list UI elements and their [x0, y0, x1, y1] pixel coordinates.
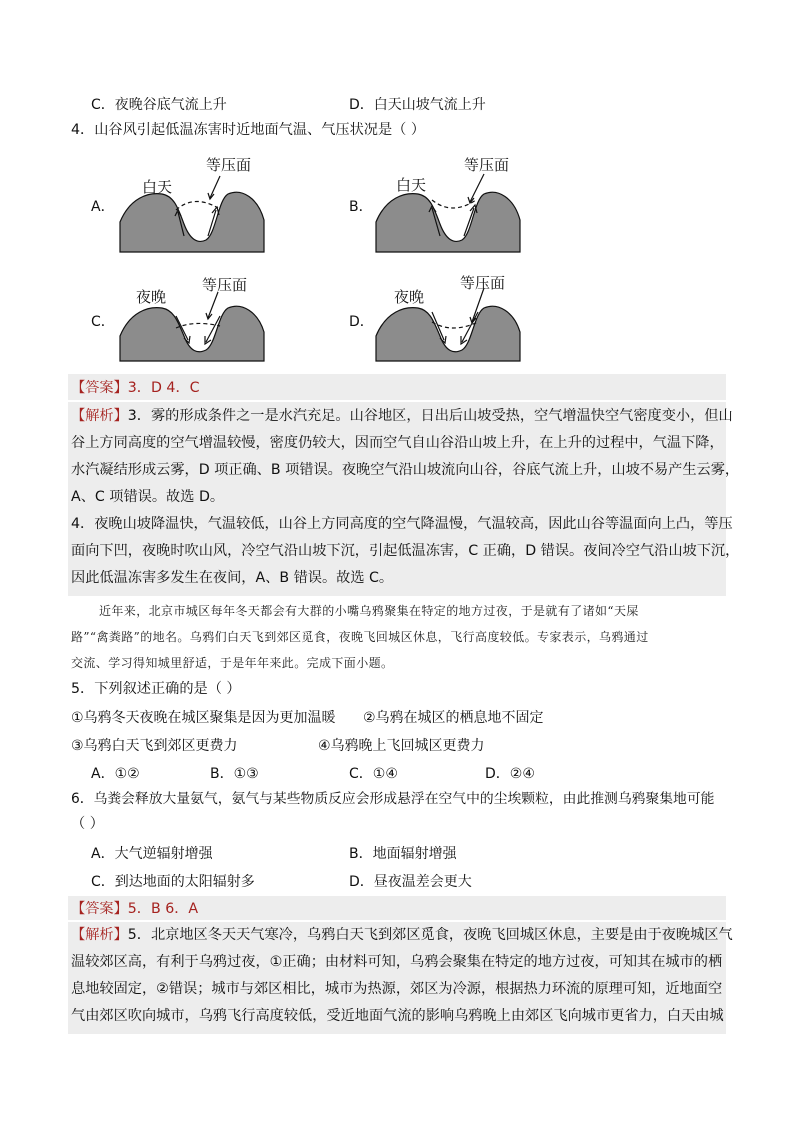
- passage-line-1: 路”“禽粪路”的地名。乌鸦们白天飞到郊区觅食，夜晚飞回城区休息，飞行高度较低。专家表示，乌鸦通过: [71, 630, 649, 644]
- q4-diagram-a: [120, 150, 268, 255]
- passage-line-2: 交流、学习得知城里舒适，于是年年来此。完成下面小题。: [71, 656, 394, 670]
- q5-stem: 5．下列叙述正确的是（ ）: [71, 681, 241, 697]
- isobar-label: 等压面: [464, 156, 510, 174]
- answer-line-2: [71, 899, 198, 919]
- analysis-1-line-4: 4．夜晚山坡降温快，气温较低，山谷上方同高度的空气降温慢，气温较高，因此山谷等温面向上凸，等压: [71, 516, 733, 532]
- isobar-label: 等压面: [460, 274, 506, 292]
- time-label: 白天: [142, 178, 173, 196]
- analysis-2-line-1: 温较郊区高，有利于乌鸦过夜，①正确；由材料可知，乌鸦会聚集在特定的地方过夜，可知其在城市的栖: [71, 954, 723, 970]
- analysis-2-line-2: 息地较固定，②错误；城市与郊区相比，城市为热源，郊区为冷源，根据热力环流的原理可知，近地面空: [71, 981, 723, 997]
- q4-diagram-c: [120, 266, 268, 364]
- isobar-pointer: [210, 176, 220, 198]
- q4-diagram-d: [376, 266, 524, 364]
- q5-statement-4: ④乌鸦晚上飞回城区更费力: [318, 738, 485, 754]
- q5-option-d: D．②④: [485, 766, 535, 782]
- analysis-label: 【解析】: [71, 408, 128, 424]
- analysis-label: 【解析】: [71, 927, 128, 943]
- q3-option-d: D．白天山坡气流上升: [349, 97, 486, 113]
- q6-option-d: D．昼夜温差会更大: [349, 874, 472, 890]
- isobar-label: 等压面: [206, 156, 252, 174]
- answer-line-1: [71, 378, 200, 398]
- q6-stem: 6．乌粪会释放大量氨气，氨气与某些物质反应会形成悬浮在空气中的尘埃颗粒，由此推测乌鸦聚集地可能: [71, 791, 715, 807]
- isobar-line: [176, 201, 218, 210]
- q5-statement-2: ②乌鸦在城区的栖息地不固定: [363, 710, 544, 726]
- analysis-1-line-6: 因此低温冻害多发生在夜间，A、B 错误。故选 C。: [71, 570, 394, 586]
- passage-line-0: 近年来，北京市城区每年冬天都会有大群的小嘴乌鸦聚集在特定的地方过夜，于是就有了诸如“天屎: [99, 604, 639, 618]
- q4-option-a-letter: A．: [91, 199, 115, 215]
- q5-option-b: B．①③: [210, 766, 259, 782]
- q4-diagram-b: [376, 150, 524, 255]
- analysis-1-line-0: 【解析】3．雾的形成条件之一是水汽充足。山谷地区，日出后山坡受热，空气增温快空气密度变小，但山: [71, 408, 733, 424]
- q5-option-a: A．①②: [91, 766, 140, 782]
- q6-option-a: A．大气逆辐射增强: [91, 846, 213, 862]
- analysis-1-line-5: 面向下凹，夜晚时吹山风，冷空气沿山坡下沉，引起低温冻害，C 正确，D 错误。夜间冷空气沿山坡下沉，: [71, 543, 740, 559]
- answer-label: 【答案】: [71, 380, 128, 396]
- q4-option-d-letter: D．: [349, 314, 374, 330]
- q3-option-c: C．夜晚谷底气流上升: [91, 97, 227, 113]
- q4-option-c-letter: C．: [91, 314, 115, 330]
- analysis-1-line-2: 水汽凝结形成云雾，D 项正确、B 项错误。夜晚空气沿山坡流向山谷，谷底气流上升，山坡不易产生云雾，: [71, 462, 740, 478]
- isobar-pointer: [208, 292, 218, 318]
- mountain-shape: [376, 306, 520, 361]
- analysis-1-line-3: A、C 项错误。故选 D。: [71, 489, 225, 505]
- q5-statement-1: ①乌鸦冬天夜晚在城区聚集是因为更加温暖: [71, 710, 336, 726]
- mountain-shape: [120, 306, 264, 361]
- time-label: 夜晚: [394, 288, 425, 306]
- q6-option-c: C．到达地面的太阳辐射多: [91, 874, 255, 890]
- answer-label: 【答案】: [71, 901, 128, 917]
- analysis-2-line-0: 【解析】5．北京地区冬天天气寒冷，乌鸦白天飞到郊区觅食，夜晚飞回城区休息，主要是由于夜晚城区气: [71, 927, 733, 943]
- analysis-2-line-3: 气由郊区吹向城市，乌鸦飞行高度较低，受近地面气流的影响乌鸦晚上由郊区飞向城市更省力，白天由城: [71, 1008, 724, 1024]
- answer-text: 5．B 6．A: [127, 901, 199, 917]
- mountain-shape: [120, 192, 264, 252]
- time-label: 白天: [396, 176, 427, 194]
- q6-stem-cont: （ ）: [71, 816, 104, 832]
- answer-text: 3．D 4．C: [127, 380, 200, 396]
- mountain-shape: [376, 192, 520, 252]
- q5-statement-3: ③乌鸦白天飞到郊区更费力: [71, 738, 238, 754]
- q4-option-b-letter: B．: [349, 199, 373, 215]
- q5-option-c: C．①④: [349, 766, 398, 782]
- q6-option-b: B．地面辐射增强: [349, 846, 457, 862]
- q4-stem: 4．山谷风引起低温冻害时近地面气温、气压状况是（ ）: [71, 122, 426, 138]
- analysis-1-line-1: 谷上方同高度的空气增温较慢，密度仍较大，因而空气自山谷沿山坡上升，在上升的过程中，气温下降，: [71, 435, 724, 451]
- time-label: 夜晚: [136, 288, 167, 306]
- isobar-label: 等压面: [202, 276, 248, 294]
